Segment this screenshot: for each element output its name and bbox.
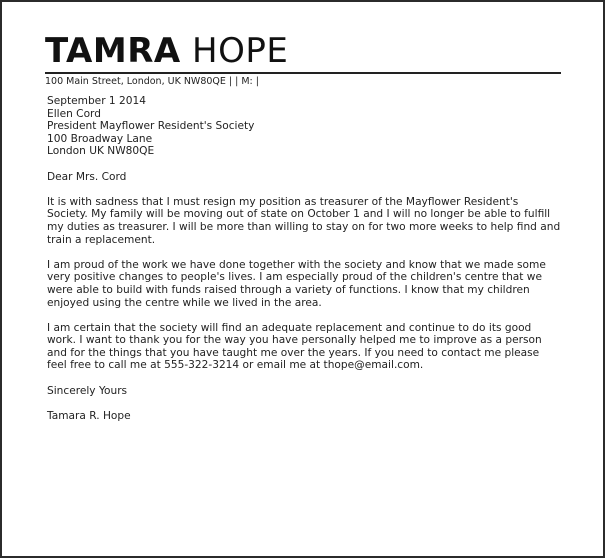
paragraph-thanks: I am certain that the society will find an adequate replacement and continue to do its good work. I want to thank you for the way you have personally helped me to improve as a person and for the things that you have taught me over the years. If you need to contact me please feel free to call me at 555-322-3214 or email me at thope@email.com. <box>47 321 542 372</box>
sender-name <box>45 32 563 70</box>
sender-contact-line: 100 Main Street, London, UK NW80QE | | M: | <box>45 76 259 87</box>
recipient-address-line-2: London UK NW80QE <box>47 145 155 158</box>
sender-last-name: HOPE <box>192 31 289 71</box>
letter-date: September 1 2014 <box>47 95 146 107</box>
paragraph-accomplishments: I am proud of the work we have done together with the society and know that we made some very positive changes to people's lives. I am especially proud of the children's centre that we were able to build with funds raised through a variety of functions. I know that my children enjoyed using the centre while we lived in the area. <box>47 258 546 309</box>
sender-first-name: TAMRA <box>45 31 181 71</box>
recipient-name: Ellen Cord <box>47 107 101 120</box>
letterhead-divider <box>45 72 561 74</box>
paragraph-resignation: It is with sadness that I must resign my position as treasurer of the Mayflower Resident's Society. My family will be moving out of state on October 1 and I will no longer be able to fulfill my duties as treasurer. I will be more than willing to stay on for two more weeks to help find and train a replacement. <box>47 195 561 246</box>
letterhead <box>45 32 563 88</box>
recipient-address-line-1: 100 Broadway Lane <box>47 132 153 145</box>
closing: Sincerely Yours <box>47 384 128 397</box>
letter-body <box>47 95 562 422</box>
salutation: Dear Mrs. Cord <box>47 170 127 183</box>
recipient-title: President Mayflower Resident's Society <box>47 120 255 133</box>
signature-name: Tamara R. Hope <box>47 409 131 422</box>
